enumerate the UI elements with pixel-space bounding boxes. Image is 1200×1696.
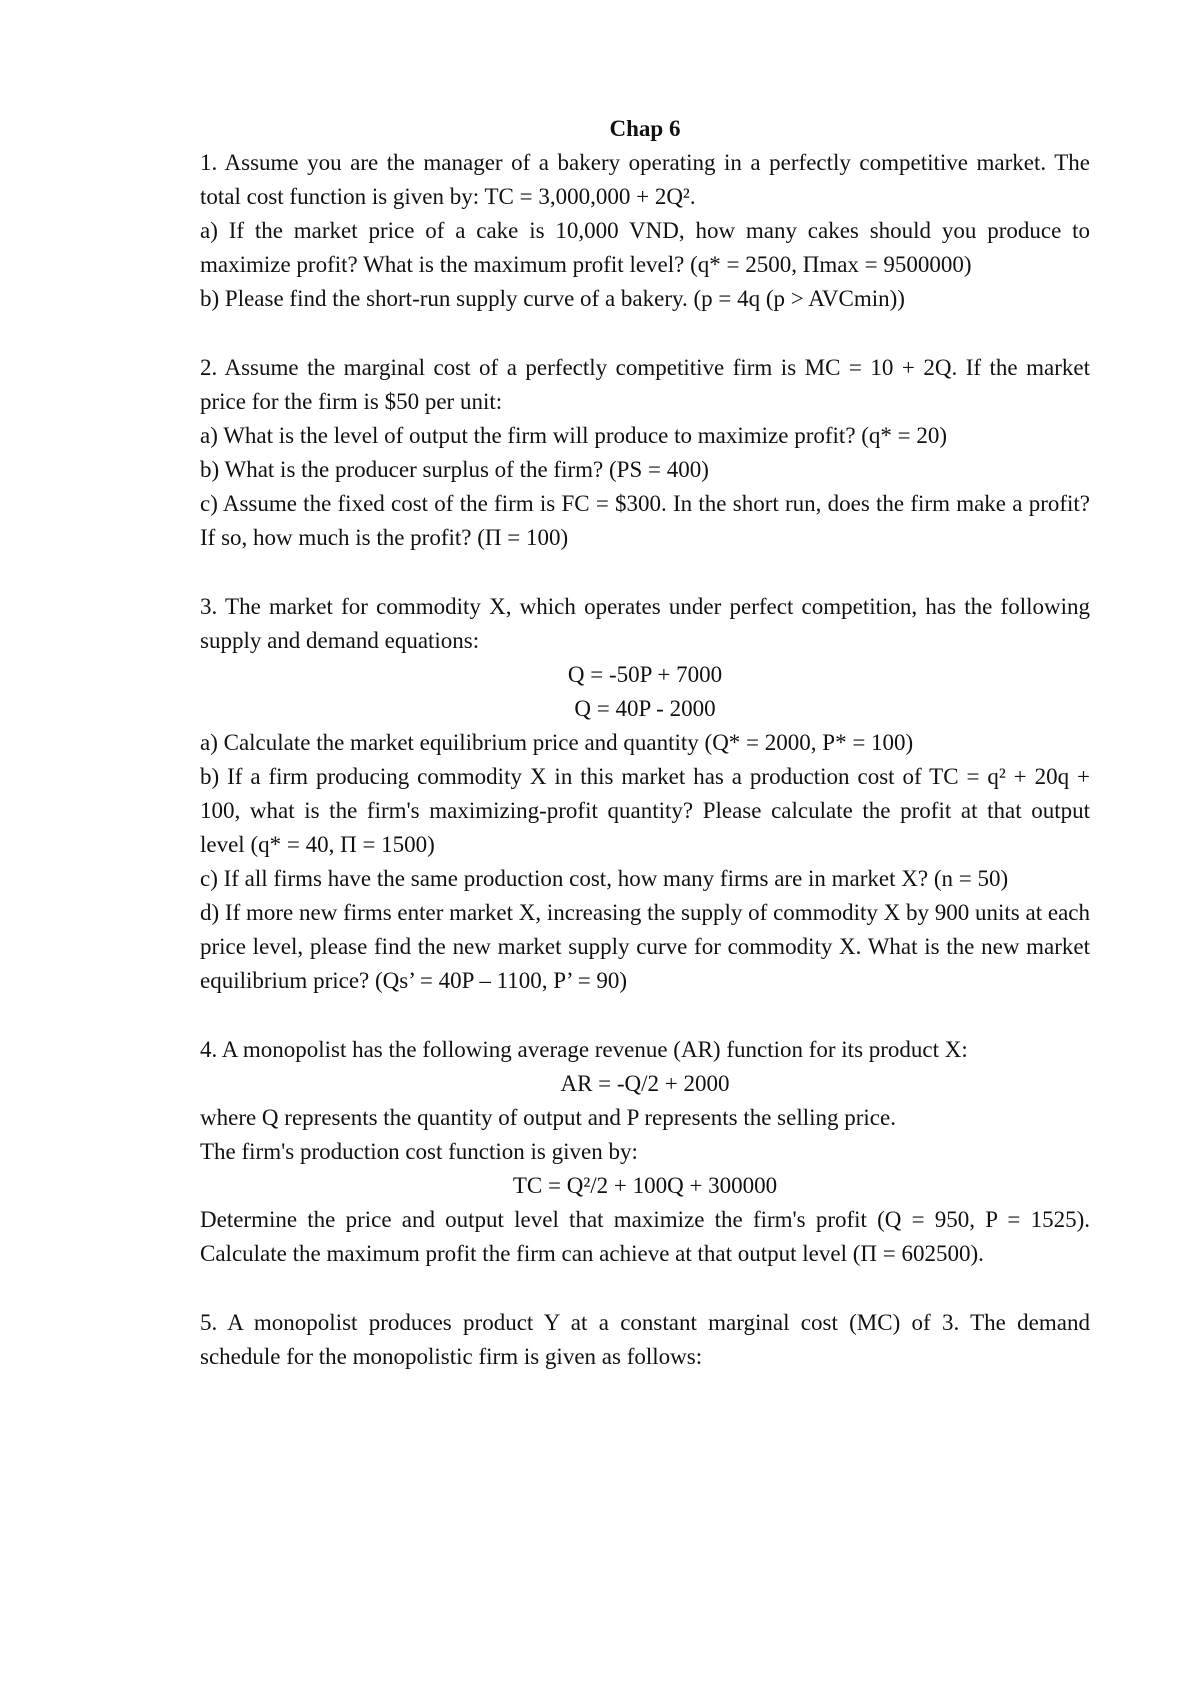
question-2-part-b: b) What is the producer surplus of the firm? (PS = 400): [200, 457, 709, 482]
question-1-stem: 1. Assume you are the manager of a bakery operating in a perfectly competitive market. The total cost function is given by: TC = 3,000,000 + 2Q².: [200, 150, 1090, 209]
average-revenue-equation: AR = -Q/2 + 2000: [560, 1071, 730, 1096]
question-3-part-b: b) If a firm producing commodity X in this market has a production cost of TC = q² + 20q + 100, what is the firm's maximizing-profit quantity? Please calculate the profit at that output level (q* = 40, Π = 1500): [200, 764, 1090, 857]
demand-equation: Q = -50P + 7000: [567, 662, 723, 687]
question-3-stem: 3. The market for commodity X, which operates under perfect competition, has the following supply and demand equations:: [200, 594, 1090, 653]
question-4-stem: 4. A monopolist has the following average revenue (AR) function for its product X:: [200, 1037, 968, 1062]
question-2-part-c: c) Assume the fixed cost of the firm is FC = $300. In the short run, does the firm make a profit? If so, how much is the profit? (Π = 100): [200, 491, 1090, 550]
question-4-line-2: The firm's production cost function is given by:: [200, 1139, 638, 1164]
question-4-line-1: where Q represents the quantity of output and P represents the selling price.: [200, 1105, 896, 1130]
spacer: [200, 555, 1090, 590]
question-5: [200, 1306, 1090, 1374]
question-4-body: Determine the price and output level that maximize the firm's profit (Q = 950, P = 1525). Calculate the maximum profit the firm can achieve at that output level (Π = 602500).: [200, 1207, 1090, 1266]
question-1-part-b: b) Please find the short-run supply curve of a bakery. (p = 4q (p > AVCmin)): [200, 286, 905, 311]
supply-equation: Q = 40P - 2000: [574, 696, 716, 721]
question-1: [200, 146, 1090, 316]
question-3: [200, 590, 1090, 998]
spacer: [200, 316, 1090, 351]
chapter-title: Chap 6: [609, 116, 681, 141]
question-1-part-a: a) If the market price of a cake is 10,000 VND, how many cakes should you produce to maximize profit? What is the maximum profit level? (q* = 2500, Πmax = 9500000): [200, 218, 1090, 277]
total-cost-equation: TC = Q²/2 + 100Q + 300000: [512, 1173, 778, 1198]
question-5-stem: 5. A monopolist produces product Y at a constant marginal cost (MC) of 3. The demand schedule for the monopolistic firm is given as follows:: [200, 1310, 1090, 1369]
question-2-part-a: a) What is the level of output the firm will produce to maximize profit? (q* = 20): [200, 423, 948, 448]
question-4: [200, 1033, 1090, 1271]
question-2-stem: 2. Assume the marginal cost of a perfectly competitive firm is MC = 10 + 2Q. If the market price for the firm is $50 per unit:: [200, 355, 1090, 414]
question-3-part-c: c) If all firms have the same production cost, how many firms are in market X? (n = 50): [200, 866, 1009, 891]
question-2: [200, 351, 1090, 555]
document-body: [200, 112, 1090, 1374]
spacer: [200, 1271, 1090, 1306]
question-3-part-a: a) Calculate the market equilibrium price and quantity (Q* = 2000, P* = 100): [200, 730, 914, 755]
spacer: [200, 998, 1090, 1033]
question-3-part-d: d) If more new firms enter market X, increasing the supply of commodity X by 900 units at each price level, please find the new market supply curve for commodity X. What is the new market equilibrium price? (Qs’ = 40P – 1100, P’ = 90): [200, 900, 1090, 993]
